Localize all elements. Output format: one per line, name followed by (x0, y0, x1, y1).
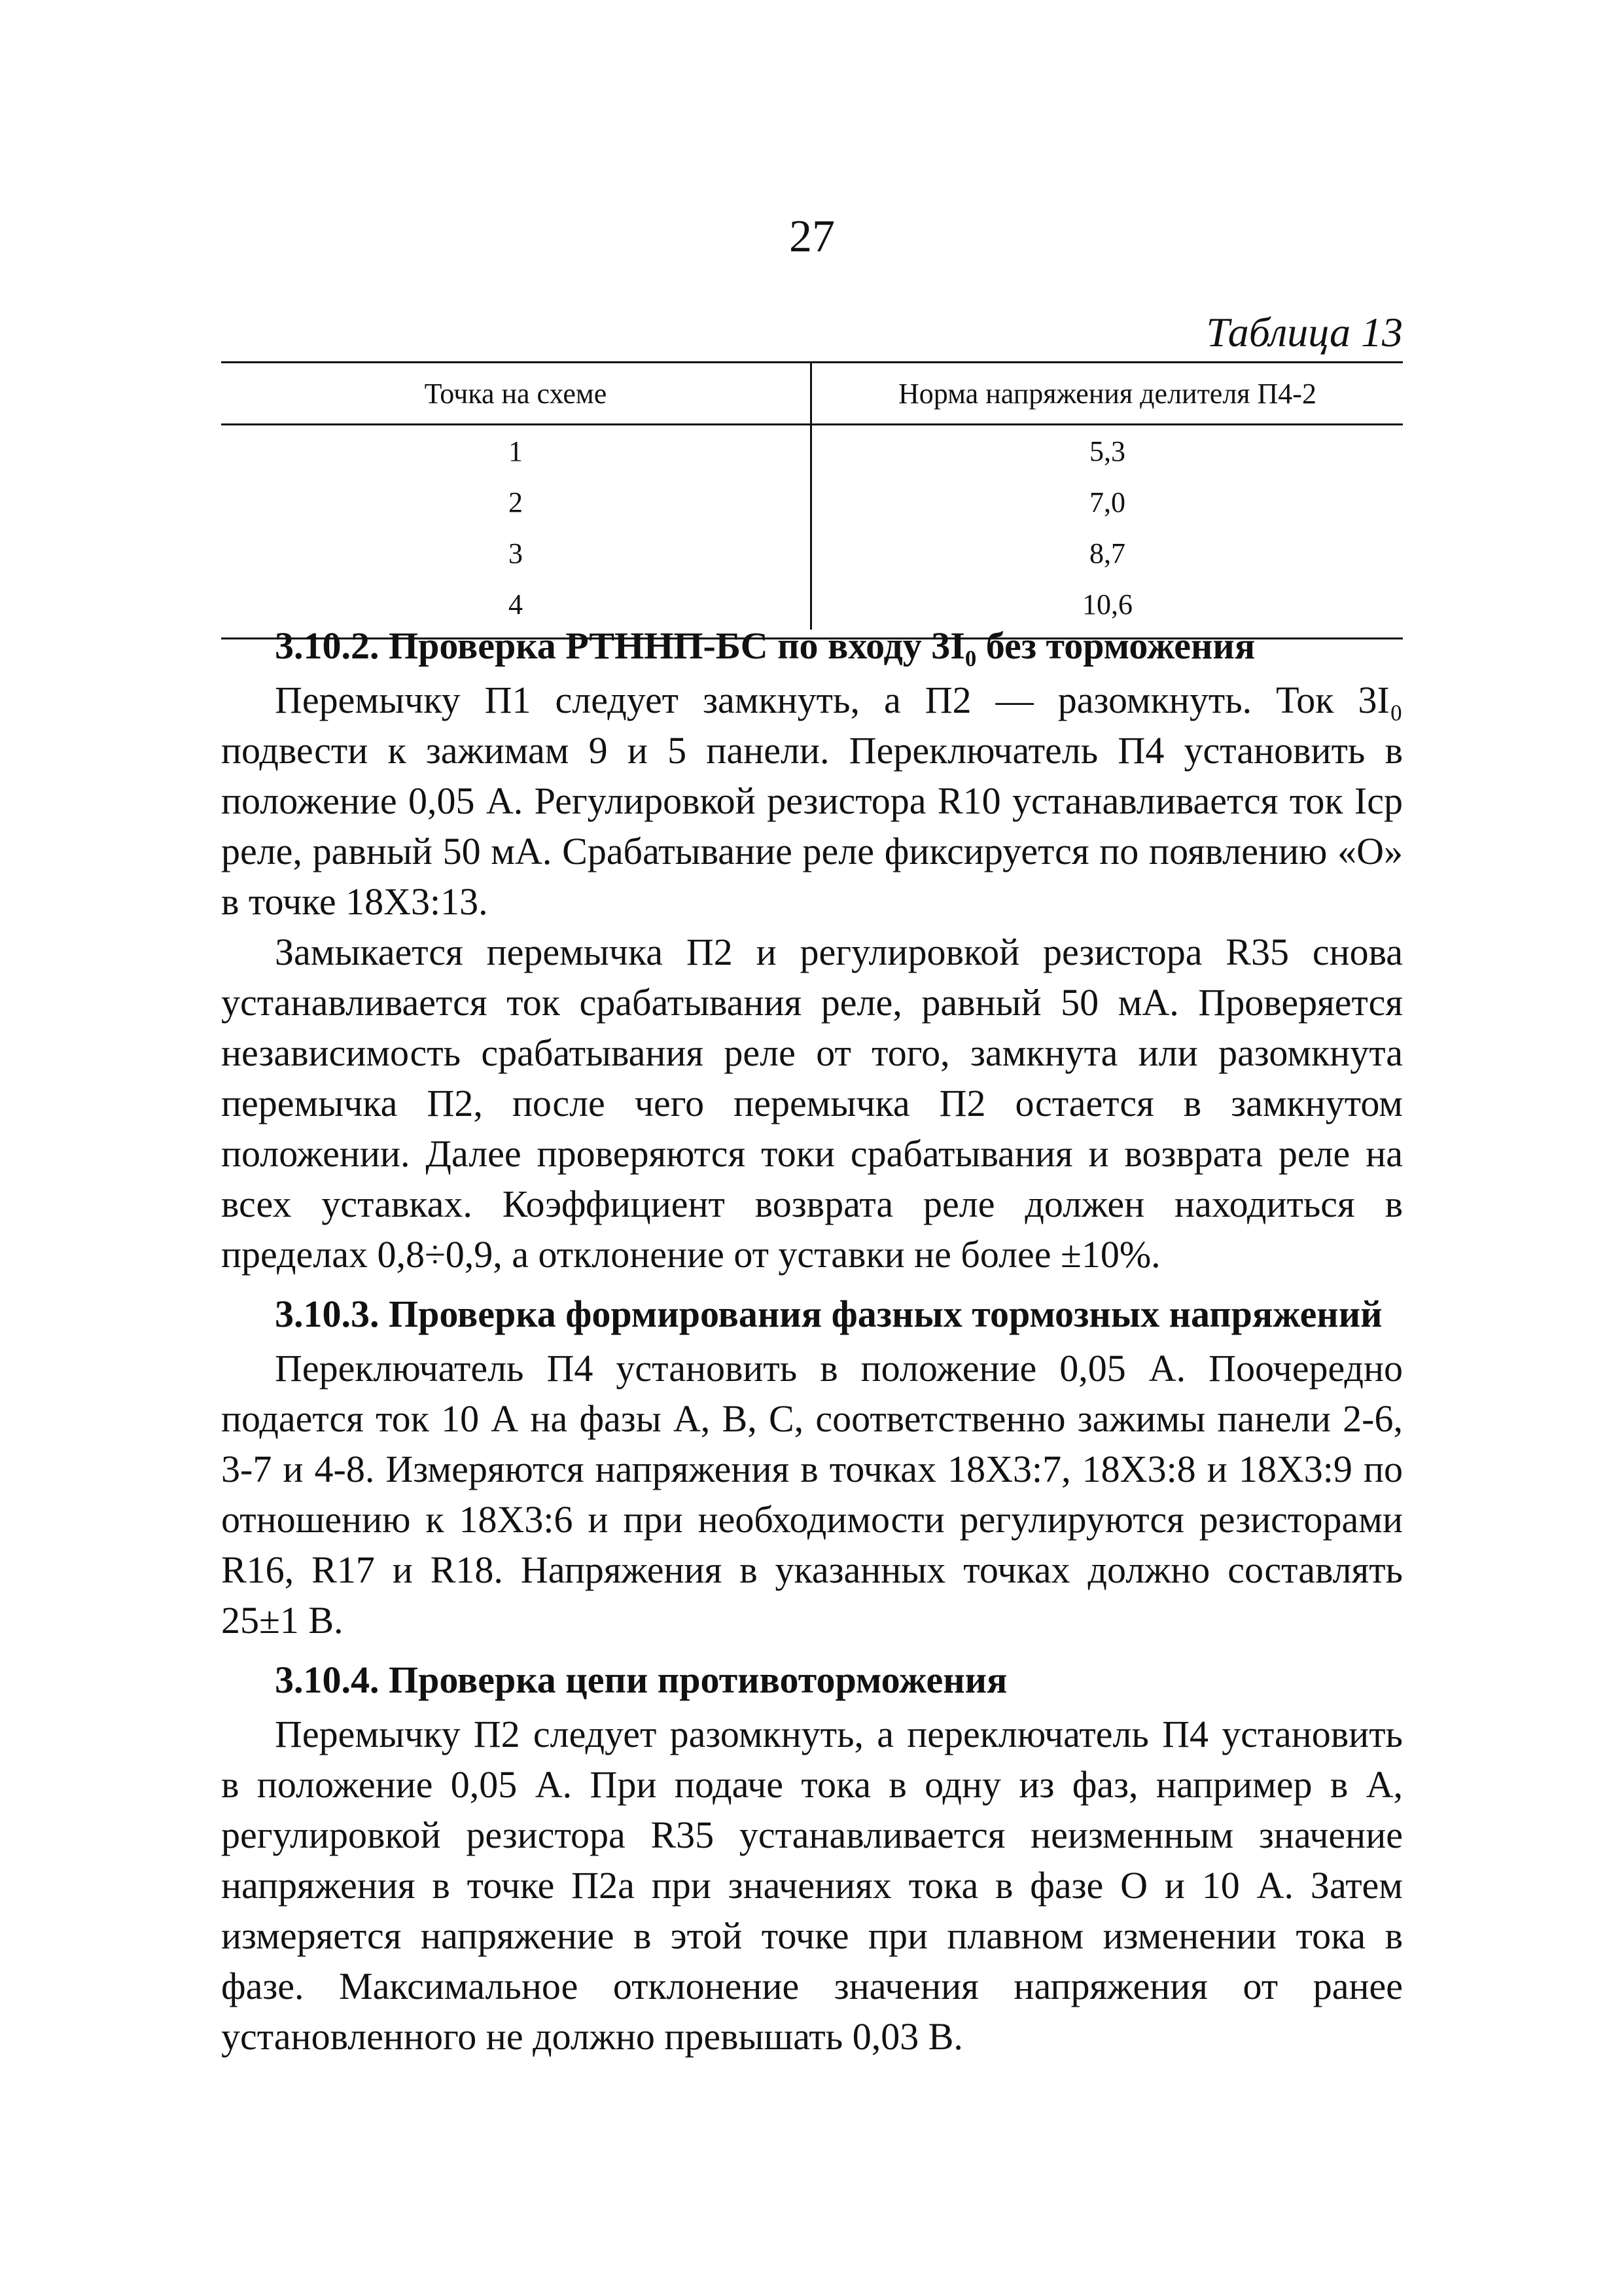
cell-point: 4 (221, 579, 812, 630)
table-caption: Таблица 13 (1206, 309, 1403, 355)
cell-point: 3 (221, 528, 812, 579)
cell-point: 1 (221, 425, 812, 476)
cell-voltage: 7,0 (1089, 486, 1125, 518)
cell-voltage: 10,6 (1082, 588, 1133, 620)
data-table (221, 361, 1403, 639)
header-voltage-norm: Норма напряжения делителя П4-2 (898, 377, 1316, 410)
section-heading-3-10-2: 3.10.2. Проверка РТННП-БС по входу 3I₀ без торможения (275, 624, 1256, 667)
table-row (221, 476, 1403, 528)
paragraph: Перемычку П2 следует разомкнуть, а переключатель П4 установить в положение 0,05 А. При подаче тока в одну из фаз, например в А, регулировкой резистора R35 устанавливается неизменным значение напряжения в точке П2а при значениях тока в фазе О и 10 А. Затем измеряется напряжение в этой точке при плавном изменении тока в фазе. Максимальное отклонение значения напряжения от ранее установленного не должно превышать 0,03 В. (221, 1713, 1403, 2058)
cell-voltage: 8,7 (1089, 537, 1125, 569)
document-body (221, 620, 1403, 2062)
table-row (221, 528, 1403, 579)
table-header-row (221, 363, 1403, 425)
paragraph: Замыкается перемычка П2 и регулировкой резистора R35 снова устанавливается ток срабатывания реле, равный 50 мА. Проверяется независимость срабатывания реле от того, замкнута или разомкнута перемычка П2, после чего перемычка П2 остается в замкнутом положении. Далее проверяются токи срабатывания и возврата реле на всех уставках. Коэффициент возврата реле должен находиться в пределах 0,8÷0,9, а отклонение от уставки не более ±10%. (221, 931, 1403, 1276)
paragraph: Переключатель П4 установить в положение 0,05 А. Поочередно подается ток 10 А на фазы А, В, С, соответственно зажимы панели 2-6, 3-7 и 4-8. Измеряются напряжения в точках 18Х3:7, 18Х3:8 и 18Х3:9 по отношению к 18Х3:6 и при необходимости регулируются резисторами R16, R17 и R18. Напряжения в указанных точках должно составлять 25±1 В. (221, 1347, 1403, 1641)
section-heading-3-10-4: 3.10.4. Проверка цепи противоторможения (275, 1659, 1008, 1701)
header-point: Точка на схеме (221, 363, 812, 423)
page-number: 27 (789, 211, 835, 262)
cell-voltage: 5,3 (1089, 435, 1125, 467)
section-heading-3-10-3: 3.10.3. Проверка формирования фазных тормозных напряжений (275, 1293, 1383, 1335)
table-row (221, 425, 1403, 476)
paragraph: Перемычку П1 следует замкнуть, а П2 — разомкнуть. Ток 3I₀ подвести к зажимам 9 и 5 панели. Переключатель П4 установить в положение 0,05 А. Регулировкой резистора R10 устанавливается ток Iср реле, равный 50 мА. Срабатывание реле фиксируется по появлению «О» в точке 18Х3:13. (221, 679, 1403, 923)
cell-point: 2 (221, 476, 812, 528)
